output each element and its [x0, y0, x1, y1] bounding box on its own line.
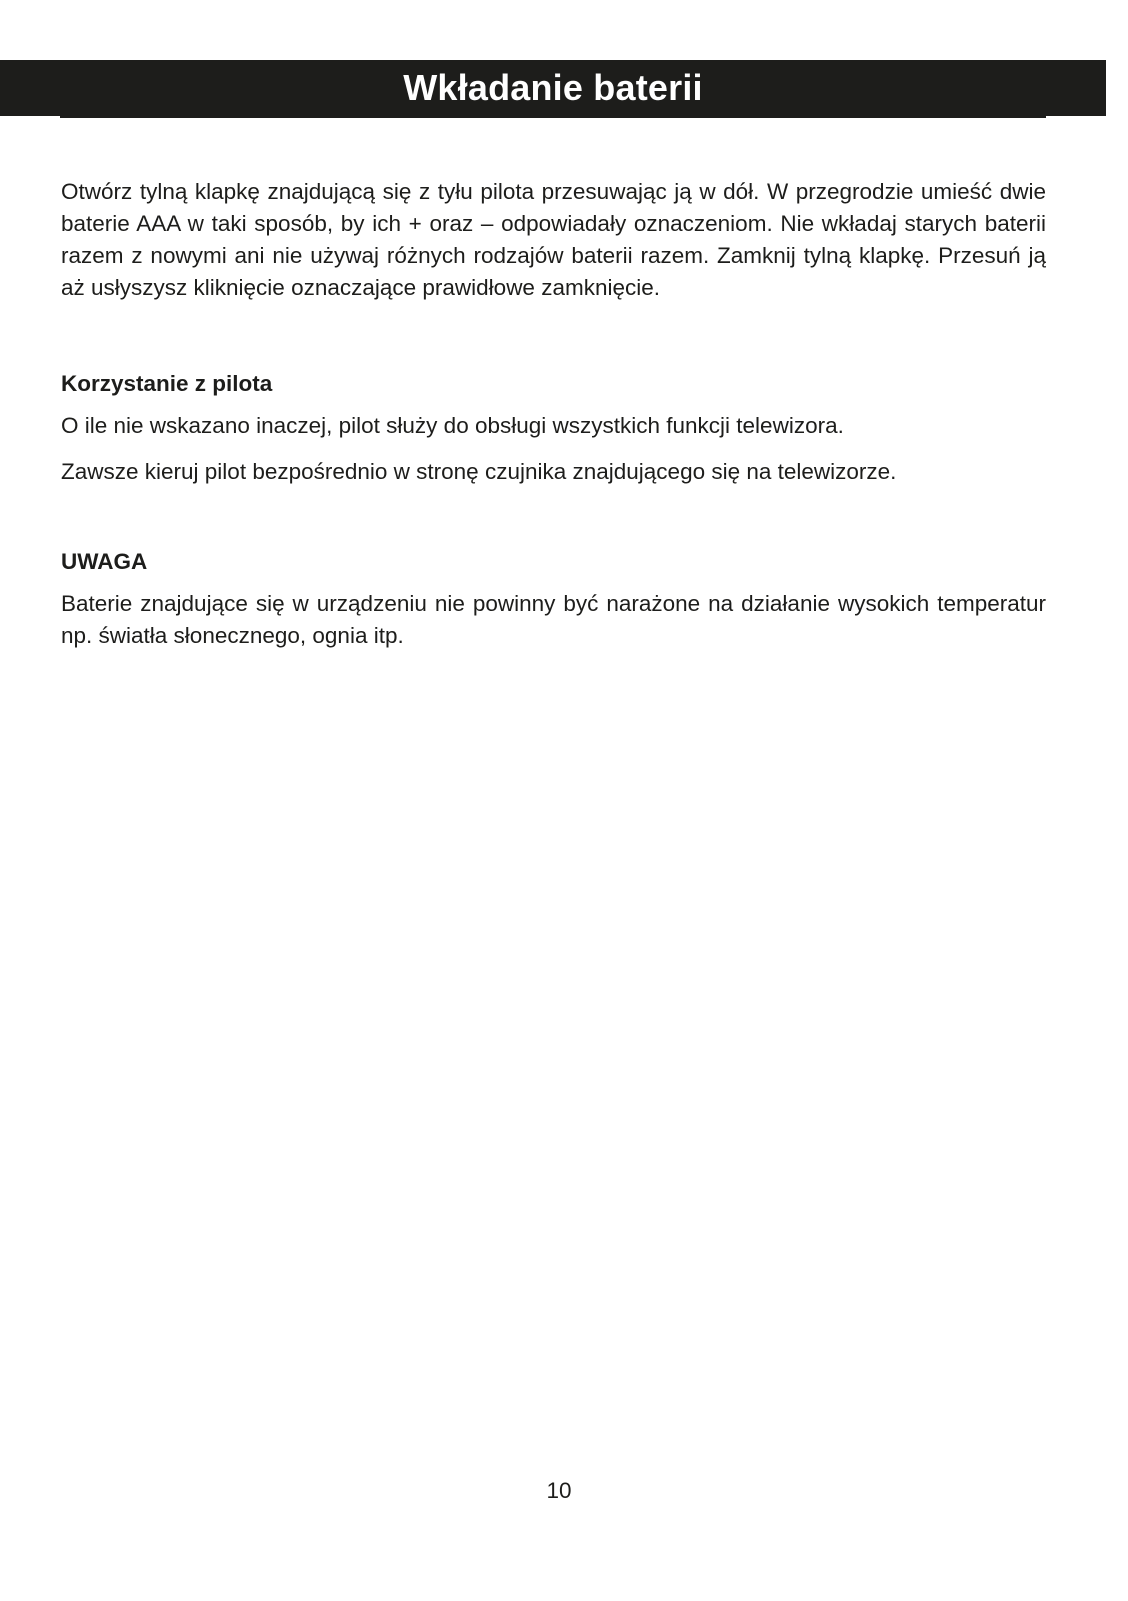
section-using-remote	[61, 368, 1046, 488]
section-warning	[61, 546, 1046, 652]
title-bar	[0, 60, 1106, 116]
section-heading: Korzystanie z pilota	[61, 371, 273, 396]
document-body	[61, 176, 1046, 652]
intro-paragraph: Otwórz tylną klapkę znajdującą się z tyłu pilota przesuwając ją w dół. W przegrodzie umieść dwie baterie AAA w taki sposób, by ich + oraz – odpowiadały oznaczeniom. Nie wkładaj starych baterii razem z nowymi ani nie używaj różnych rodzajów baterii razem. Zamknij tylną klapkę. Przesuń ją aż usłyszysz kliknięcie oznaczające prawidłowe zamknięcie.	[61, 179, 1046, 300]
page-title: Wkładanie baterii	[403, 67, 703, 108]
warning-heading: UWAGA	[61, 549, 148, 574]
title-divider	[60, 116, 1046, 118]
warning-paragraph: Baterie znajdujące się w urządzeniu nie powinny być narażone na działanie wysokich temperatur np. światła słonecznego, ognia itp.	[61, 591, 1046, 648]
section-paragraph: Zawsze kieruj pilot bezpośrednio w stronę czujnika znajdującego się na telewizorze.	[61, 459, 897, 484]
section-paragraph: O ile nie wskazano inaczej, pilot służy do obsługi wszystkich funkcji telewizora.	[61, 413, 844, 438]
page-number: 10	[546, 1478, 572, 1503]
